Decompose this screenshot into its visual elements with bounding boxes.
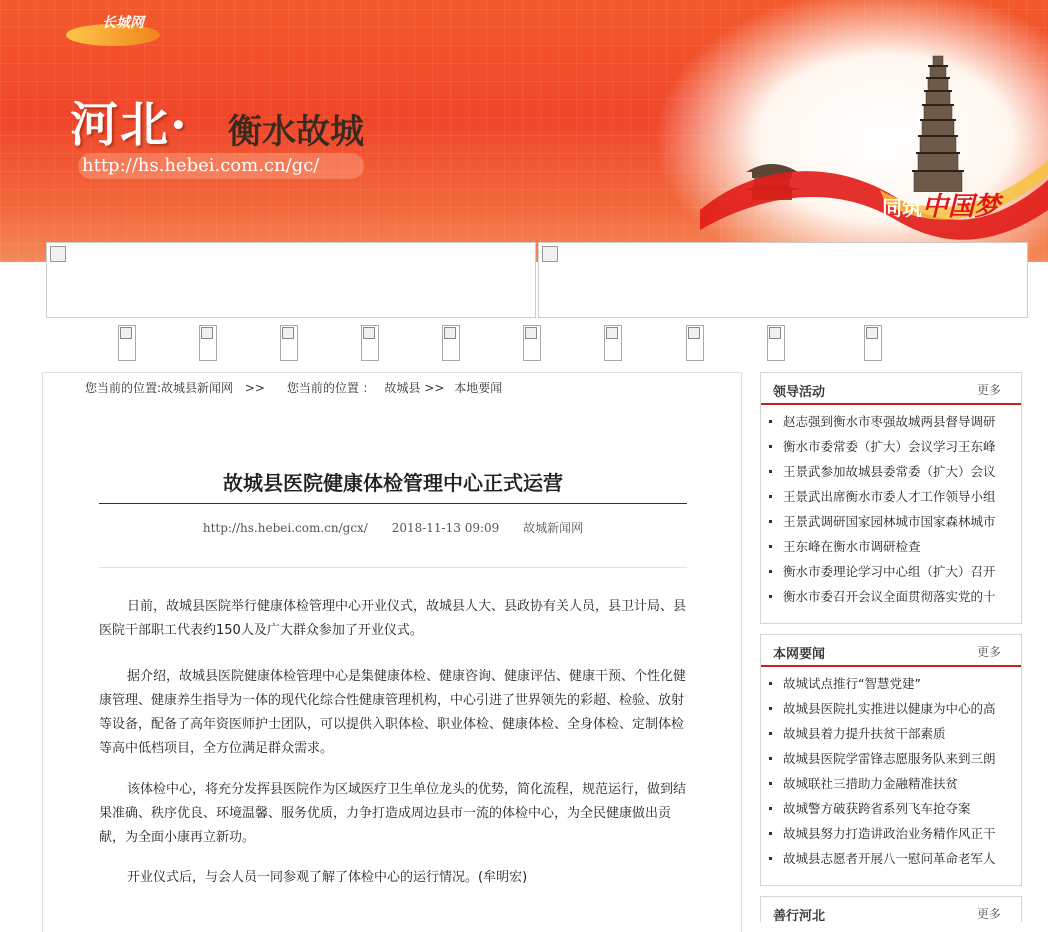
title-divider	[99, 503, 687, 504]
list-item[interactable]: 衡水市委召开会议全面贯彻落实党的十	[761, 584, 1021, 609]
list-item[interactable]: 故城县努力打造讲政治业务精作风正干	[761, 821, 1021, 846]
broken-image-icon	[50, 246, 66, 262]
sidebar-news-header	[761, 635, 1021, 667]
sidebar-leaders-more-link[interactable]: 更多	[976, 383, 1001, 397]
list-item[interactable]: 衡水市委理论学习中心组（扩大）召开	[761, 559, 1021, 584]
sidebar-shanxing-header	[761, 897, 1021, 927]
thumb-link-6[interactable]	[523, 325, 541, 361]
list-item[interactable]: 故城县医院学雷锋志愿服务队来到三朗	[761, 746, 1021, 771]
list-item[interactable]: 王东峰在衡水市调研检查	[761, 534, 1021, 559]
broken-image-icon	[542, 246, 558, 262]
broken-image-icon	[282, 327, 294, 339]
thumb-link-9[interactable]	[767, 325, 785, 361]
breadcrumb-section-link[interactable]: 本地要闻	[454, 381, 503, 395]
article-paragraph: 据介绍，故城县医院健康体检管理中心是集健康体检、健康咨询、健康评估、健康干预、个性化健康管理、健康养生指导为一体的现代化综合性健康管理机构，中心引进了世界领先的彩超、检验、放射等设备，配备了高年资医师护士团队，可以提供入职体检、职业体检、健康体检、全身体检、定制体检等高中低档项目，全方位满足群众需求。	[99, 669, 687, 756]
thumb-link-1[interactable]	[118, 325, 136, 361]
broken-image-icon	[769, 327, 781, 339]
thumb-link-2[interactable]	[199, 325, 217, 361]
broken-image-icon	[866, 327, 878, 339]
header-banner	[0, 0, 1048, 262]
thumb-link-3[interactable]	[280, 325, 298, 361]
banner-title	[70, 86, 189, 155]
sidebar-shanxing-title: 善行河北	[773, 909, 826, 924]
list-item[interactable]: 故城联社三措助力金融精准扶贫	[761, 771, 1021, 796]
broken-image-icon	[120, 327, 132, 339]
article-title: 故城县医院健康体检管理中心正式运营	[223, 471, 563, 495]
broken-image-icon	[688, 327, 700, 339]
sidebar-leaders-title: 领导活动	[773, 385, 826, 400]
list-item[interactable]: 赵志强到衡水市枣强故城两县督导调研	[761, 409, 1021, 434]
site-logo[interactable]	[66, 10, 162, 48]
list-item[interactable]: 故城县着力提升扶贫干部素质	[761, 721, 1021, 746]
breadcrumb-separator: >>	[244, 381, 265, 395]
thumb-link-7[interactable]	[604, 325, 622, 361]
breadcrumb-county-link[interactable]: 故城县	[384, 381, 421, 395]
article-panel	[42, 372, 742, 932]
sidebar-news	[760, 634, 1022, 886]
list-item[interactable]: 王景武参加故城县委常委（扩大）会议	[761, 459, 1021, 484]
sidebar-shanxing-more-link[interactable]: 更多	[976, 907, 1001, 921]
breadcrumb-home-link[interactable]: 您当前的位置:故城县新闻网	[85, 381, 234, 395]
sidebar-news-title: 本网要闻	[773, 647, 826, 662]
list-item[interactable]: 王景武调研国家园林城市国家森林城市	[761, 509, 1021, 534]
article-paragraph: 日前，故城县医院举行健康体检管理中心开业仪式，故城县人大、县政协有关人员，县卫计局、县医院干部职工代表约150人及广大群众参加了开业仪式。	[99, 599, 687, 638]
sidebar-shanxing	[760, 896, 1022, 922]
article-date: 2018-11-13 09:09	[391, 521, 500, 535]
thumb-link-5[interactable]	[442, 325, 460, 361]
slogan-part-b: 中国梦	[922, 192, 1001, 222]
sidebar-news-more-link[interactable]: 更多	[976, 645, 1001, 659]
broken-image-icon	[525, 327, 537, 339]
breadcrumb	[85, 379, 502, 396]
banner-title-dot: ·	[170, 97, 189, 153]
thumb-link-4[interactable]	[361, 325, 379, 361]
meta-divider	[99, 567, 687, 568]
breadcrumb-label: 您当前的位置 ：	[286, 381, 375, 395]
sidebar-leaders-header	[761, 373, 1021, 405]
broken-image-icon	[201, 327, 213, 339]
list-item[interactable]: 故城试点推行“智慧党建”	[761, 671, 1021, 696]
breadcrumb-separator: >>	[424, 381, 445, 395]
banner-url: http://hs.hebei.com.cn/gc/	[78, 153, 364, 179]
slogan	[882, 186, 1000, 223]
article-meta	[43, 519, 743, 536]
list-item[interactable]: 故城警方破获跨省系列飞车抢夺案	[761, 796, 1021, 821]
article-source: 故城新闻网	[523, 521, 584, 535]
broken-image-icon	[363, 327, 375, 339]
thumb-link-10[interactable]	[864, 325, 882, 361]
ad-slot-right[interactable]	[538, 242, 1028, 318]
article-url: http://hs.hebei.com.cn/gcx/	[202, 521, 368, 535]
list-item[interactable]: 故城县志愿者开展八一慰问革命老军人	[761, 846, 1021, 871]
sidebar-leaders	[760, 372, 1022, 624]
list-item[interactable]: 衡水市委常委（扩大）会议学习王东峰	[761, 434, 1021, 459]
slogan-part-a: 同筑	[882, 196, 922, 220]
banner-subtitle: 衡水故城	[228, 112, 364, 152]
broken-image-icon	[444, 327, 456, 339]
list-item[interactable]: 故城县医院扎实推进以健康为中心的高	[761, 696, 1021, 721]
thumb-link-8[interactable]	[686, 325, 704, 361]
ad-slot-left[interactable]	[46, 242, 536, 318]
list-item[interactable]: 王景武出席衡水市委人才工作领导小组	[761, 484, 1021, 509]
broken-image-icon	[606, 327, 618, 339]
article-paragraph: 开业仪式后，与会人员一同参观了解了体检中心的运行情况。(牟明宏)	[127, 870, 528, 885]
sidebar-news-list	[761, 671, 1021, 871]
logo-text: 长城网	[102, 15, 144, 31]
banner-title-main: 河北	[70, 97, 171, 153]
sidebar-leaders-list	[761, 409, 1021, 609]
article-paragraph: 该体检中心，将充分发挥县医院作为区域医疗卫生单位龙头的优势，简化流程，规范运行，做到结果准确、秩序优良、环境温馨、服务优质，力争打造成周边县市一流的体检中心，为全民健康做出贡献，为全面小康再立新功。	[99, 782, 687, 845]
